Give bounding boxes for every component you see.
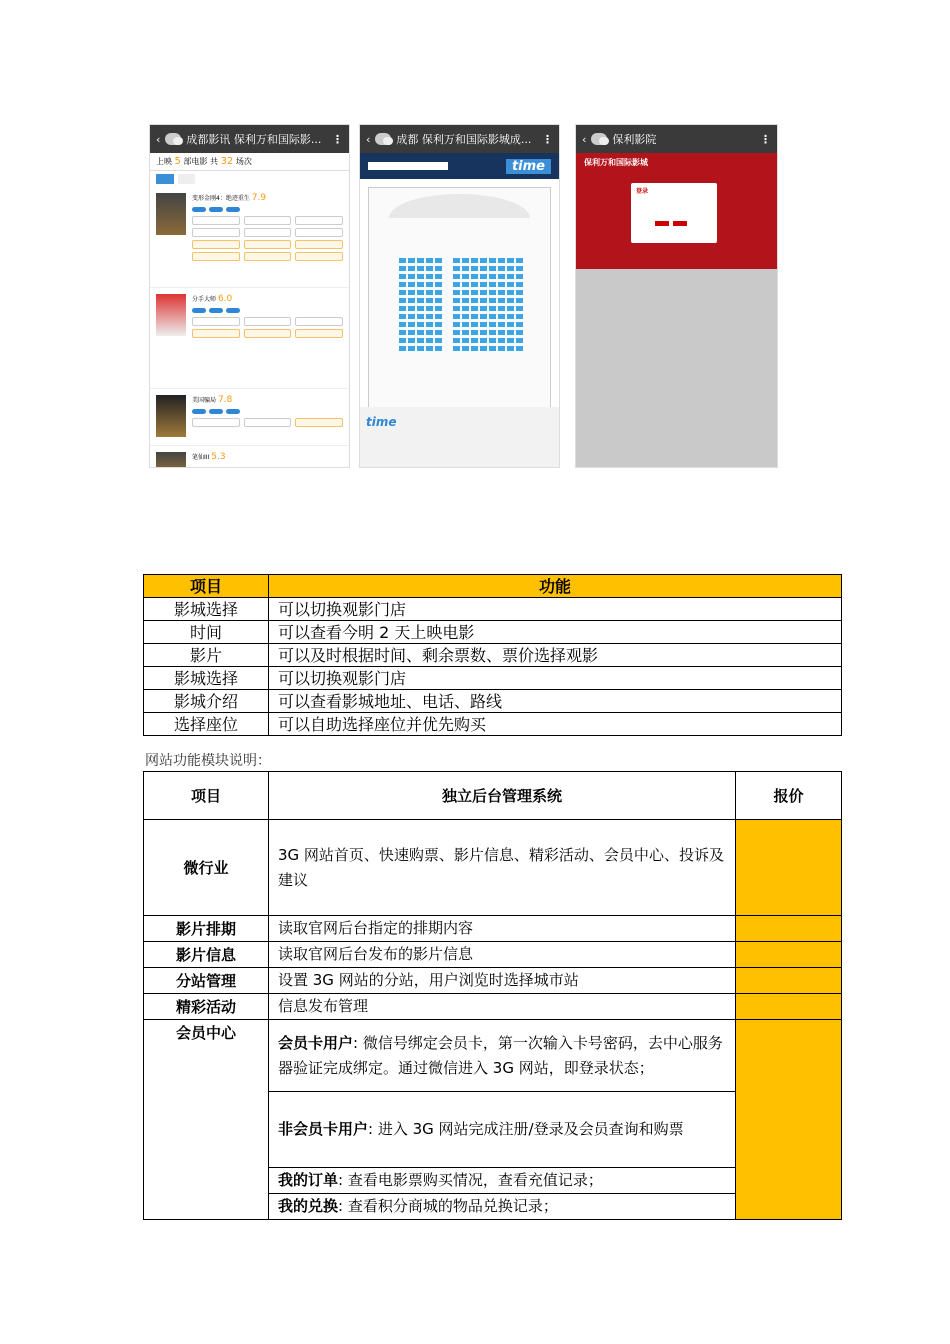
seat[interactable]	[489, 290, 496, 295]
header-system: 独立后台管理系统	[269, 772, 736, 820]
seat[interactable]	[435, 346, 442, 351]
seat[interactable]	[507, 258, 514, 263]
seat[interactable]	[498, 274, 505, 279]
seat[interactable]	[399, 282, 406, 287]
seat[interactable]	[516, 298, 523, 303]
seat[interactable]	[471, 258, 478, 263]
seat[interactable]	[435, 306, 442, 311]
seat[interactable]	[507, 338, 514, 343]
seat[interactable]	[435, 314, 442, 319]
seat[interactable]	[453, 346, 460, 351]
seat[interactable]	[480, 346, 487, 351]
seat[interactable]	[498, 322, 505, 327]
header-function: 功能	[269, 575, 842, 598]
seat[interactable]	[489, 322, 496, 327]
app-titlebar	[576, 125, 777, 153]
seat[interactable]	[453, 338, 460, 343]
member-line: 我的订单: 查看电影票购买情况，查看充值记录；	[269, 1168, 736, 1194]
seat[interactable]	[462, 274, 469, 279]
date-tabs	[150, 171, 349, 187]
seat[interactable]	[471, 322, 478, 327]
showtime-summary: 上映 5 部电影 共 32 场次	[150, 153, 349, 171]
seat[interactable]	[417, 282, 424, 287]
seat[interactable]	[480, 314, 487, 319]
seat[interactable]	[408, 314, 415, 319]
seat[interactable]	[471, 306, 478, 311]
table-row: 微行业 3G 网站首页、快速购票、影片信息、精彩活动、会员中心、投诉及建议	[144, 820, 842, 916]
seat[interactable]	[516, 266, 523, 271]
login-reset-button[interactable]	[673, 221, 687, 226]
film-score: 7.9	[251, 193, 267, 203]
film-score: 6.0	[217, 294, 233, 304]
seat[interactable]	[462, 346, 469, 351]
film-item[interactable]	[150, 288, 349, 389]
seat[interactable]	[408, 330, 415, 335]
wechat-icon	[165, 133, 181, 145]
seat[interactable]	[426, 314, 433, 319]
seat[interactable]	[498, 306, 505, 311]
seat[interactable]	[426, 338, 433, 343]
section-caption: 网站功能模块说明：	[145, 753, 271, 769]
wechat-icon	[591, 133, 607, 145]
seat[interactable]	[516, 330, 523, 335]
seat[interactable]	[480, 306, 487, 311]
seat[interactable]	[507, 306, 514, 311]
seat[interactable]	[462, 338, 469, 343]
seat[interactable]	[462, 306, 469, 311]
seat[interactable]	[435, 322, 442, 327]
seat[interactable]	[489, 330, 496, 335]
seat[interactable]	[462, 330, 469, 335]
feature-table	[143, 574, 842, 736]
screen-title: 保利影院	[612, 133, 657, 146]
seat[interactable]	[471, 338, 478, 343]
seat[interactable]	[408, 322, 415, 327]
seat[interactable]	[417, 298, 424, 303]
seat[interactable]	[471, 298, 478, 303]
seat[interactable]	[435, 282, 442, 287]
banner-title: 保利万和国际影城	[584, 158, 648, 167]
seat[interactable]	[399, 290, 406, 295]
seat[interactable]	[507, 346, 514, 351]
seat[interactable]	[462, 322, 469, 327]
seat[interactable]	[408, 274, 415, 279]
header-item: 项目	[144, 575, 269, 598]
table-row: 影片排期 读取官网后台指定的排期内容	[144, 916, 842, 942]
site-footer	[360, 407, 559, 467]
seat[interactable]	[462, 258, 469, 263]
seat[interactable]	[516, 346, 523, 351]
back-icon[interactable]: ‹	[582, 132, 587, 146]
seat[interactable]	[417, 346, 424, 351]
seat[interactable]	[471, 346, 478, 351]
seat[interactable]	[507, 322, 514, 327]
seat[interactable]	[498, 330, 505, 335]
film-title: 笔仙III	[192, 454, 210, 461]
seat[interactable]	[435, 274, 442, 279]
seat[interactable]	[516, 306, 523, 311]
seat[interactable]	[498, 298, 505, 303]
price-cell	[736, 994, 842, 1020]
seat[interactable]	[489, 338, 496, 343]
seat[interactable]	[399, 266, 406, 271]
table-row: 分站管理 设置 3G 网站的分站，用户浏览时选择城市站	[144, 968, 842, 994]
back-icon[interactable]: ‹	[156, 132, 161, 146]
price-cell	[736, 1020, 842, 1220]
seat[interactable]	[408, 258, 415, 263]
seat[interactable]	[417, 338, 424, 343]
login-box[interactable]	[631, 183, 717, 243]
seat[interactable]	[507, 266, 514, 271]
seat[interactable]	[516, 338, 523, 343]
seat[interactable]	[453, 282, 460, 287]
seat[interactable]	[435, 258, 442, 263]
seat[interactable]	[480, 330, 487, 335]
login-banner	[576, 153, 777, 269]
seat[interactable]	[399, 338, 406, 343]
seat[interactable]	[498, 338, 505, 343]
seat[interactable]	[417, 258, 424, 263]
seat[interactable]	[507, 314, 514, 319]
seat[interactable]	[426, 266, 433, 271]
seat[interactable]	[489, 314, 496, 319]
app-titlebar	[150, 125, 349, 153]
footer-logo: time	[366, 415, 397, 429]
seat[interactable]	[462, 282, 469, 287]
more-icon[interactable]: ⋮	[760, 132, 771, 146]
seat[interactable]	[399, 330, 406, 335]
member-line: 我的兑换: 查看积分商城的物品兑换记录；	[269, 1194, 736, 1220]
seat[interactable]	[426, 258, 433, 263]
price-cell	[736, 820, 842, 916]
seat[interactable]	[498, 282, 505, 287]
seat[interactable]	[480, 258, 487, 263]
film-poster	[156, 395, 186, 437]
seat[interactable]	[516, 258, 523, 263]
site-search-input[interactable]	[368, 162, 448, 170]
seat[interactable]	[453, 306, 460, 311]
seat[interactable]	[408, 338, 415, 343]
seat[interactable]	[471, 314, 478, 319]
seat[interactable]	[453, 322, 460, 327]
screenshot-seat-map	[359, 124, 560, 468]
seat[interactable]	[399, 346, 406, 351]
seat[interactable]	[462, 266, 469, 271]
seat[interactable]	[480, 338, 487, 343]
seat[interactable]	[435, 290, 442, 295]
table-row: 时间 可以查看今明 2 天上映电影	[144, 621, 842, 644]
seat[interactable]	[471, 282, 478, 287]
seat[interactable]	[498, 258, 505, 263]
table-row: 会员中心 会员卡用户: 微信号绑定会员卡，第一次输入卡号密码，去中心服务器验证完成绑定。通过微信进入 3G 网站，即登录状态；	[144, 1020, 842, 1092]
seat[interactable]	[489, 274, 496, 279]
more-icon[interactable]: ⋮	[542, 132, 553, 146]
price-cell	[736, 942, 842, 968]
seat[interactable]	[408, 346, 415, 351]
module-table	[143, 771, 842, 1220]
seat[interactable]	[453, 290, 460, 295]
seat[interactable]	[453, 330, 460, 335]
seat[interactable]	[480, 266, 487, 271]
seat[interactable]	[435, 330, 442, 335]
seat[interactable]	[507, 282, 514, 287]
screenshot-showtimes	[149, 124, 350, 468]
seat[interactable]	[426, 346, 433, 351]
seat[interactable]	[507, 290, 514, 295]
seat[interactable]	[426, 330, 433, 335]
film-poster	[156, 452, 186, 468]
film-title: 分手大师	[192, 296, 217, 303]
table-row: 影片信息 读取官网后台发布的影片信息	[144, 942, 842, 968]
seat[interactable]	[426, 290, 433, 295]
seat[interactable]	[480, 290, 487, 295]
seat[interactable]	[516, 274, 523, 279]
screen-arc	[389, 194, 530, 218]
seat[interactable]	[426, 306, 433, 311]
screen-title: 成都影讯 保利万和国际影...	[186, 133, 322, 146]
film-item[interactable]	[150, 446, 349, 468]
price-cell	[736, 968, 842, 994]
seat[interactable]	[453, 298, 460, 303]
site-logo: time	[506, 159, 551, 174]
seat[interactable]	[480, 322, 487, 327]
seat[interactable]	[489, 346, 496, 351]
seat[interactable]	[399, 274, 406, 279]
seat[interactable]	[408, 266, 415, 271]
seat[interactable]	[516, 290, 523, 295]
seat[interactable]	[498, 314, 505, 319]
film-item[interactable]	[150, 187, 349, 288]
table-row: 影城选择 可以切换观影门店	[144, 598, 842, 621]
seat[interactable]	[498, 266, 505, 271]
seat[interactable]	[417, 306, 424, 311]
seat[interactable]	[489, 266, 496, 271]
member-line: 非会员卡用户: 进入 3G 网站完成注册/登录及会员查询和购票	[269, 1092, 736, 1168]
seat[interactable]	[453, 258, 460, 263]
seat[interactable]	[399, 258, 406, 263]
seat[interactable]	[399, 306, 406, 311]
seat[interactable]	[435, 338, 442, 343]
seat[interactable]	[408, 290, 415, 295]
tab-today[interactable]	[156, 174, 174, 184]
seat[interactable]	[417, 330, 424, 335]
seat[interactable]	[435, 266, 442, 271]
table-row: 精彩活动 信息发布管理	[144, 994, 842, 1020]
price-cell	[736, 916, 842, 942]
film-score: 7.8	[217, 395, 233, 405]
film-item[interactable]	[150, 389, 349, 446]
seat[interactable]	[462, 314, 469, 319]
seat[interactable]	[489, 306, 496, 311]
more-icon[interactable]: ⋮	[332, 132, 343, 146]
film-title: 美国骗局	[192, 397, 217, 404]
seat[interactable]	[498, 290, 505, 295]
seat[interactable]	[426, 322, 433, 327]
seat[interactable]	[489, 258, 496, 263]
header-price: 报价	[736, 772, 842, 820]
seat[interactable]	[399, 298, 406, 303]
seat[interactable]	[408, 298, 415, 303]
film-title: 变形金刚4：绝迹重生	[192, 195, 250, 202]
seat[interactable]	[453, 314, 460, 319]
table-row: 选择座位 可以自助选择座位并优先购买	[144, 713, 842, 736]
screenshot-login	[575, 124, 778, 468]
seat[interactable]	[498, 346, 505, 351]
seat[interactable]	[453, 274, 460, 279]
screen-title: 成都 保利万和国际影城成...	[396, 133, 532, 146]
seat[interactable]	[480, 274, 487, 279]
seat[interactable]	[417, 274, 424, 279]
table-row: 影城选择 可以切换观影门店	[144, 667, 842, 690]
seat[interactable]	[471, 274, 478, 279]
header-item: 项目	[144, 772, 269, 820]
seat[interactable]	[408, 282, 415, 287]
login-submit-button[interactable]	[655, 221, 669, 226]
seat-grid[interactable]	[399, 258, 523, 351]
film-score: 5.3	[211, 452, 226, 462]
app-titlebar	[360, 125, 559, 153]
seat[interactable]	[417, 290, 424, 295]
film-poster	[156, 193, 186, 235]
seat[interactable]	[453, 266, 460, 271]
seat[interactable]	[462, 298, 469, 303]
seat[interactable]	[399, 314, 406, 319]
seat[interactable]	[417, 266, 424, 271]
seat[interactable]	[471, 330, 478, 335]
seat[interactable]	[462, 290, 469, 295]
seat[interactable]	[471, 266, 478, 271]
back-icon[interactable]: ‹	[366, 132, 371, 146]
seat[interactable]	[435, 298, 442, 303]
seat[interactable]	[480, 282, 487, 287]
seat[interactable]	[507, 298, 514, 303]
seat[interactable]	[516, 314, 523, 319]
seat[interactable]	[426, 298, 433, 303]
seat[interactable]	[480, 298, 487, 303]
wechat-icon	[375, 133, 391, 145]
seat-map[interactable]	[368, 187, 551, 419]
seat[interactable]	[516, 322, 523, 327]
login-title: 登录	[636, 188, 649, 195]
seat[interactable]	[507, 330, 514, 335]
seat[interactable]	[426, 274, 433, 279]
seat[interactable]	[426, 282, 433, 287]
seat[interactable]	[516, 282, 523, 287]
seat[interactable]	[489, 282, 496, 287]
table-row: 影片 可以及时根据时间、剩余票数、票价选择观影	[144, 644, 842, 667]
tab-tomorrow[interactable]	[178, 174, 196, 184]
seat[interactable]	[417, 314, 424, 319]
seat[interactable]	[399, 322, 406, 327]
seat[interactable]	[417, 322, 424, 327]
film-poster	[156, 294, 186, 336]
seat[interactable]	[489, 298, 496, 303]
seat[interactable]	[507, 274, 514, 279]
member-line: 会员卡用户: 微信号绑定会员卡，第一次输入卡号密码，去中心服务器验证完成绑定。通过微信进入 3G 网站，即登录状态；	[269, 1020, 736, 1092]
table-row: 影城介绍 可以查看影城地址、电话、路线	[144, 690, 842, 713]
seat[interactable]	[471, 290, 478, 295]
seat[interactable]	[408, 306, 415, 311]
